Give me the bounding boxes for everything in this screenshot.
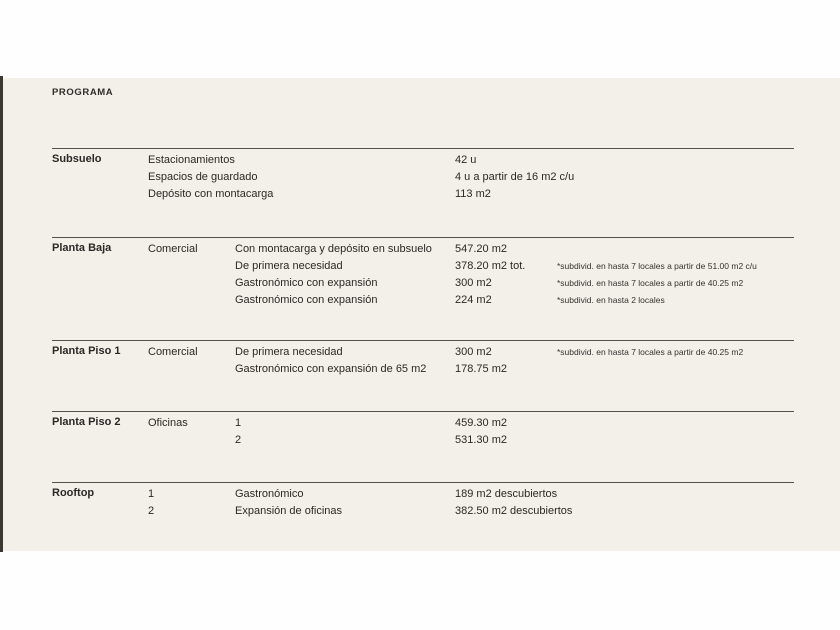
floor-label: Planta Baja [52,242,112,254]
detail-cell: 2 [235,434,242,446]
detail-cell: Gastronómico [235,488,304,500]
value-cell: 378.20 m2 tot. [455,260,526,272]
value-cell: 189 m2 descubiertos [455,488,558,500]
section-rooftop [52,482,794,520]
use-cell: Estacionamientos [148,154,235,166]
section-planta-baja [52,237,794,309]
detail-cell: Gastronómico con expansión [235,294,378,306]
detail-cell: De primera necesidad [235,260,343,272]
section-planta-piso-2 [52,411,794,449]
value-cell: 300 m2 [455,277,492,289]
use-cell: Depósito con montacarga [148,188,274,200]
table-row [148,186,794,203]
note-cell: *subdivid. en hasta 7 locales a partir de 51.00 m2 c/u [557,261,757,271]
note-cell: *subdivid. en hasta 2 locales [557,295,665,305]
floor-label: Planta Piso 1 [52,345,121,357]
table-row [148,258,794,275]
detail-cell: Gastronómico con expansión de 65 m2 [235,363,427,375]
value-cell: 531.30 m2 [455,434,507,446]
section-rows [148,344,794,378]
value-cell: 178.75 m2 [455,363,507,375]
table-row [148,503,794,520]
use-cell: Espacios de guardado [148,171,258,183]
table-row [148,152,794,169]
table-row [148,361,794,378]
use-cell: Oficinas [148,417,188,429]
value-cell: 42 u [455,154,477,166]
section-rows [148,415,794,449]
use-cell: 1 [148,488,155,500]
detail-cell: Con montacarga y depósito en subsuelo [235,243,432,255]
value-cell: 113 m2 [455,188,491,200]
use-cell: Comercial [148,346,198,358]
value-cell: 459.30 m2 [455,417,507,429]
table-row [148,344,794,361]
value-cell: 224 m2 [455,294,492,306]
section-rows [148,241,794,309]
note-cell: *subdivid. en hasta 7 locales a partir de 40.25 m2 [557,347,744,357]
table-row [148,486,794,503]
floor-label: Subsuelo [52,153,102,165]
section-rows [148,152,794,203]
floor-label: Planta Piso 2 [52,416,121,428]
value-cell: 382.50 m2 descubiertos [455,505,573,517]
table-row [148,415,794,432]
table-row [148,241,794,258]
value-cell: 547.20 m2 [455,243,507,255]
note-cell: *subdivid. en hasta 7 locales a partir de 40.25 m2 [557,278,744,288]
table-row [148,292,794,309]
table-row [148,432,794,449]
table-row [148,275,794,292]
detail-cell: De primera necesidad [235,346,343,358]
table-row [148,169,794,186]
detail-cell: Expansión de oficinas [235,505,343,517]
page-title: PROGRAMA [52,87,114,98]
value-cell: 300 m2 [455,346,492,358]
use-cell: 2 [148,505,155,517]
section-subsuelo [52,148,794,203]
section-rows [148,486,794,520]
detail-cell: 1 [235,417,242,429]
paper-left-edge [0,76,3,552]
section-planta-piso-1 [52,340,794,378]
use-cell: Comercial [148,243,198,255]
detail-cell: Gastronómico con expansión [235,277,378,289]
floor-label: Rooftop [52,487,95,499]
value-cell: 4 u a partir de 16 m2 c/u [455,171,575,183]
